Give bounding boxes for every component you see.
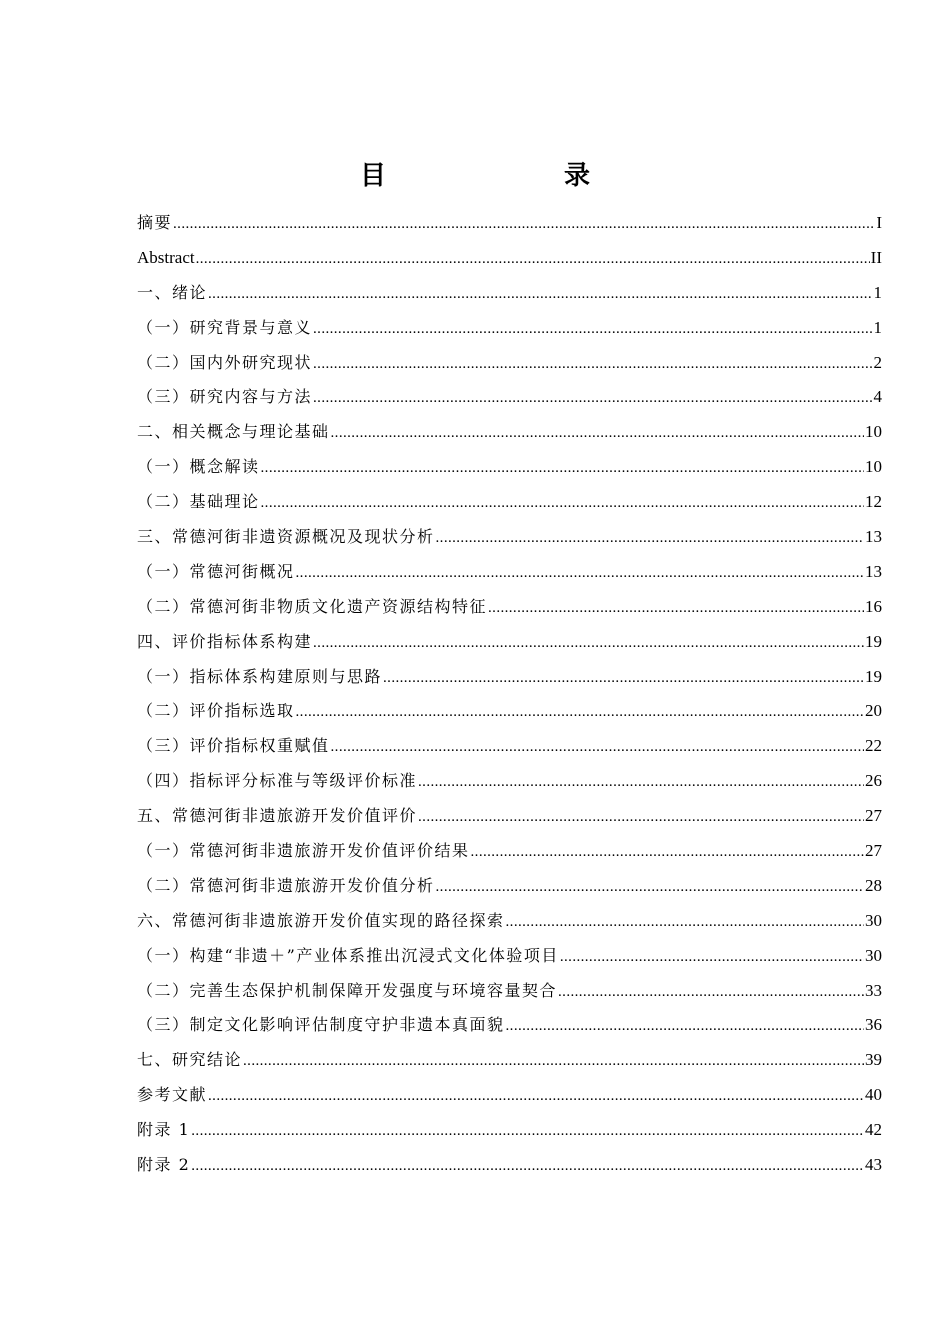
toc-entry-page: 27 — [865, 841, 882, 861]
toc-entry-label: （三）研究内容与方法 — [137, 387, 313, 407]
toc-entry-label: 四、评价指标体系构建 — [137, 631, 313, 651]
toc-dot-leader — [558, 975, 864, 1010]
toc-entry — [137, 660, 882, 695]
toc-entry-page: 36 — [865, 1015, 882, 1035]
toc-dot-leader — [261, 486, 864, 521]
toc-entry-page: 20 — [865, 701, 882, 721]
toc-entry-page: 1 — [873, 317, 882, 337]
toc-entry-label: （一）指标体系构建原则与思路 — [137, 666, 383, 686]
toc-entry-label: （一）常德河街非遗旅游开发价值评价结果 — [137, 841, 470, 861]
toc-entry-label: 六、常德河街非遗旅游开发价值实现的路径探索 — [137, 910, 505, 930]
toc-entry — [137, 1113, 882, 1148]
toc-entry-label: （三）制定文化影响评估制度守护非遗本真面貌 — [137, 1015, 505, 1035]
toc-dot-leader — [208, 1079, 864, 1114]
toc-dot-leader — [471, 835, 864, 870]
toc-dot-leader — [191, 1149, 864, 1184]
toc-entry — [137, 450, 882, 485]
toc-entry — [137, 1078, 882, 1113]
toc-entry-page: 33 — [865, 980, 882, 1000]
toc-entry-page: 10 — [865, 422, 882, 442]
toc-entry — [137, 834, 882, 869]
toc-entry-page: 4 — [873, 387, 882, 407]
toc-dot-leader — [196, 242, 870, 277]
toc-dot-leader — [383, 661, 864, 696]
toc-dot-leader — [296, 695, 864, 730]
toc-entry — [137, 590, 882, 625]
toc-entry-label: （一）构建“非遗＋”产业体系推出沉浸式文化体验项目 — [137, 945, 559, 965]
toc-list — [137, 206, 882, 1183]
toc-entry-page: 16 — [865, 596, 882, 616]
toc-entry — [137, 311, 882, 346]
toc-entry — [137, 206, 882, 241]
toc-entry — [137, 764, 882, 799]
toc-dot-leader — [313, 626, 864, 661]
toc-entry — [137, 485, 882, 520]
toc-dot-leader — [313, 381, 872, 416]
toc-entry — [137, 276, 882, 311]
toc-entry-label: （三）评价指标权重赋值 — [137, 736, 330, 756]
toc-entry-label: （一）概念解读 — [137, 457, 260, 477]
toc-dot-leader — [313, 312, 872, 347]
toc-dot-leader — [173, 207, 875, 242]
toc-dot-leader — [261, 451, 864, 486]
toc-entry-page: 26 — [865, 771, 882, 791]
toc-entry-page: 12 — [865, 492, 882, 512]
toc-entry-page: 28 — [865, 875, 882, 895]
toc-entry — [137, 555, 882, 590]
toc-entry-page: 42 — [865, 1120, 882, 1140]
toc-entry-page: 22 — [865, 736, 882, 756]
toc-dot-leader — [560, 940, 864, 975]
toc-entry — [137, 904, 882, 939]
toc-entry — [137, 241, 882, 276]
toc-entry-page: 19 — [865, 631, 882, 651]
toc-entry — [137, 520, 882, 555]
toc-entry-page: 43 — [865, 1155, 882, 1175]
toc-dot-leader — [313, 347, 872, 382]
toc-entry-page: 2 — [873, 352, 882, 372]
toc-dot-leader — [191, 1114, 864, 1149]
toc-dot-leader — [243, 1044, 864, 1079]
toc-entry — [137, 974, 882, 1009]
toc-entry-page: 19 — [865, 666, 882, 686]
toc-entry-page: 30 — [865, 945, 882, 965]
toc-entry-page: 27 — [865, 806, 882, 826]
toc-entry-page: 40 — [865, 1085, 882, 1105]
toc-dot-leader — [331, 730, 864, 765]
toc-entry-page: 39 — [865, 1050, 882, 1070]
toc-entry-label: （二）完善生态保护机制保障开发强度与环境容量契合 — [137, 980, 558, 1000]
toc-entry-label: Abstract — [137, 247, 195, 267]
toc-entry — [137, 939, 882, 974]
toc-title: 目 录 — [359, 161, 632, 191]
toc-entry-label: （二）国内外研究现状 — [137, 352, 313, 372]
toc-entry — [137, 869, 882, 904]
toc-entry-label: （二）常德河街非遗旅游开发价值分析 — [137, 875, 435, 895]
toc-entry — [137, 694, 882, 729]
toc-entry-label: （二）基础理论 — [137, 492, 260, 512]
toc-entry-label: （一）研究背景与意义 — [137, 317, 313, 337]
toc-entry — [137, 729, 882, 764]
toc-entry — [137, 1043, 882, 1078]
toc-entry-label: 一、绪论 — [137, 282, 208, 302]
toc-dot-leader — [296, 556, 864, 591]
toc-entry-page: II — [870, 247, 882, 267]
toc-dot-leader — [418, 765, 864, 800]
toc-entry-label: 附录 2 — [137, 1155, 191, 1175]
toc-dot-leader — [436, 870, 864, 905]
toc-entry-label: （一）常德河街概况 — [137, 561, 295, 581]
toc-entry-page: I — [876, 213, 882, 232]
toc-entry-page: 13 — [865, 527, 882, 547]
toc-entry — [137, 625, 882, 660]
toc-dot-leader — [418, 800, 864, 835]
toc-entry — [137, 380, 882, 415]
toc-dot-leader — [506, 905, 864, 940]
toc-entry-page: 30 — [865, 910, 882, 930]
toc-entry — [137, 1008, 882, 1043]
toc-entry — [137, 799, 882, 834]
toc-entry-label: 摘要 — [137, 213, 173, 232]
toc-dot-leader — [331, 416, 864, 451]
toc-entry-label: 五、常德河街非遗旅游开发价值评价 — [137, 806, 418, 826]
toc-entry-label: 七、研究结论 — [137, 1050, 243, 1070]
toc-entry-label: 二、相关概念与理论基础 — [137, 422, 330, 442]
toc-entry-label: （四）指标评分标准与等级评价标准 — [137, 771, 418, 791]
toc-dot-leader — [506, 1009, 864, 1044]
toc-entry — [137, 346, 882, 381]
toc-entry-page: 13 — [865, 561, 882, 581]
toc-dot-leader — [488, 591, 864, 626]
toc-entry-label: 附录 1 — [137, 1120, 191, 1140]
toc-entry-label: （二）评价指标选取 — [137, 701, 295, 721]
toc-entry-page: 1 — [873, 282, 882, 302]
toc-entry-label: 三、常德河街非遗资源概况及现状分析 — [137, 527, 435, 547]
toc-dot-leader — [436, 521, 864, 556]
toc-entry — [137, 415, 882, 450]
toc-dot-leader — [208, 277, 872, 312]
toc-entry-label: 参考文献 — [137, 1085, 208, 1105]
toc-entry — [137, 1148, 882, 1183]
toc-entry-page: 10 — [865, 457, 882, 477]
toc-entry-label: （二）常德河街非物质文化遗产资源结构特征 — [137, 596, 488, 616]
